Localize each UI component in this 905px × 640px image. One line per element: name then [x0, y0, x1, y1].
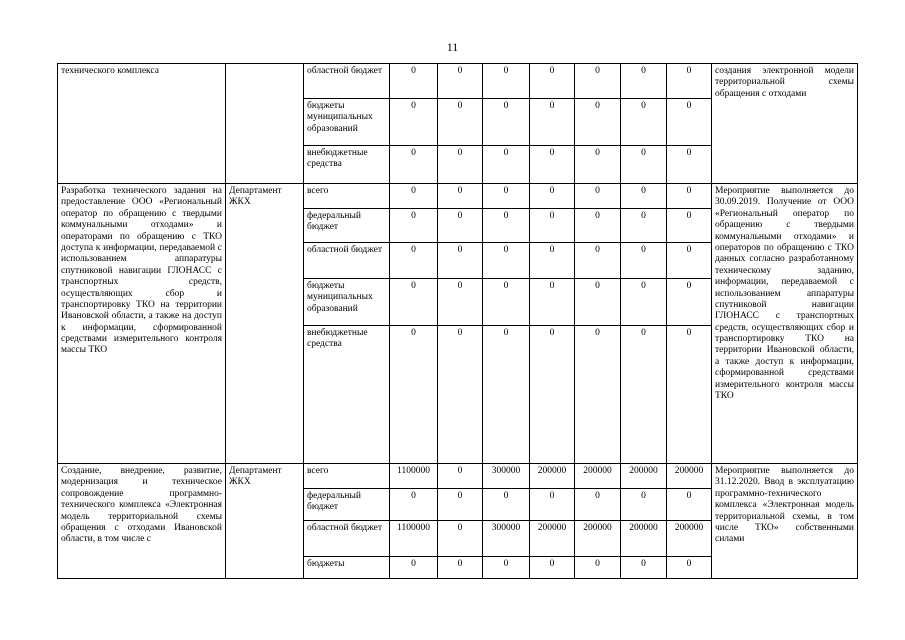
executor-cell: [226, 64, 304, 184]
amount-cell: 0: [483, 489, 530, 521]
amount-cell: 0: [530, 146, 575, 184]
amount-cell: 0: [390, 243, 438, 279]
amount-cell: 0: [390, 184, 438, 209]
amount-cell: 0: [575, 64, 621, 99]
amount-cell: 0: [575, 209, 621, 243]
funding-source: федеральный бюджет: [304, 209, 390, 243]
expected-result: Мероприятие выполняется до 31.12.2020. Ввод в эксплуатацию программно-технического комплекса «Электронная модель территориальной схемы, в том числе ТКО» собственными силами: [712, 464, 858, 579]
amount-cell: 0: [621, 243, 667, 279]
table-row: [58, 64, 858, 99]
amount-cell: 0: [483, 557, 530, 579]
amount-cell: 0: [621, 99, 667, 146]
amount-cell: 0: [438, 279, 483, 326]
amount-cell: 0: [438, 184, 483, 209]
amount-cell: 0: [575, 146, 621, 184]
table-row: [58, 184, 858, 209]
amount-cell: 0: [530, 99, 575, 146]
funding-source: бюджеты муниципальных образований: [304, 99, 390, 146]
amount-cell: 0: [483, 209, 530, 243]
amount-cell: 300000: [483, 521, 530, 557]
amount-cell: 0: [530, 184, 575, 209]
amount-cell: 0: [667, 64, 712, 99]
amount-cell: 200000: [530, 464, 575, 489]
amount-cell: 0: [438, 209, 483, 243]
amount-cell: 0: [530, 557, 575, 579]
amount-cell: 0: [621, 489, 667, 521]
program-measures-table: [57, 63, 858, 579]
amount-cell: 0: [667, 146, 712, 184]
amount-cell: 0: [438, 243, 483, 279]
funding-source: областной бюджет: [304, 243, 390, 279]
amount-cell: 0: [390, 557, 438, 579]
amount-cell: 0: [621, 326, 667, 464]
amount-cell: 200000: [575, 521, 621, 557]
amount-cell: 0: [438, 557, 483, 579]
funding-source: всего: [304, 464, 390, 489]
amount-cell: 0: [390, 489, 438, 521]
amount-cell: 0: [390, 99, 438, 146]
amount-cell: 0: [438, 521, 483, 557]
amount-cell: 0: [667, 99, 712, 146]
amount-cell: 0: [667, 489, 712, 521]
amount-cell: 0: [390, 279, 438, 326]
amount-cell: 0: [438, 64, 483, 99]
amount-cell: 0: [483, 243, 530, 279]
amount-cell: 0: [621, 184, 667, 209]
amount-cell: 200000: [530, 521, 575, 557]
amount-cell: 1100000: [390, 521, 438, 557]
amount-cell: 0: [390, 326, 438, 464]
measure-description: Создание, внедрение, развитие, модернизация и техническое сопровождение программно-технического комплекса «Электронная модель территориальной схемы обращения с отходами Ивановской области, в том числе с: [58, 464, 226, 579]
amount-cell: 0: [483, 326, 530, 464]
amount-cell: 0: [621, 557, 667, 579]
amount-cell: 0: [438, 99, 483, 146]
executor-cell: Департамент ЖКХ: [226, 464, 304, 579]
amount-cell: 0: [667, 326, 712, 464]
amount-cell: 0: [667, 279, 712, 326]
amount-cell: 0: [621, 279, 667, 326]
amount-cell: 200000: [621, 464, 667, 489]
amount-cell: 0: [575, 99, 621, 146]
amount-cell: 0: [483, 99, 530, 146]
amount-cell: 200000: [667, 464, 712, 489]
amount-cell: 0: [530, 326, 575, 464]
amount-cell: 0: [483, 279, 530, 326]
amount-cell: 0: [621, 64, 667, 99]
funding-source: всего: [304, 184, 390, 209]
amount-cell: 0: [390, 209, 438, 243]
amount-cell: 0: [438, 146, 483, 184]
amount-cell: 0: [621, 209, 667, 243]
expected-result: создания электронной модели территориальной схемы обращения с отходами: [712, 64, 858, 184]
amount-cell: 0: [575, 557, 621, 579]
amount-cell: 0: [575, 243, 621, 279]
page-number: 11: [446, 40, 459, 54]
measure-description: Разработка технического задания на предоставление ООО «Региональный оператор по обращению с твердыми коммунальными отходами» и операторами по обращению с ТКО доступа к информации, передаваемой с использованием аппаратуры спутниковой навигации ГЛОНАСС с транспортных средств, осуществляющих сбор и транспортировку ТКО на территории Ивановской области, а также на доступ к информации, сформированной средствами измерительного контроля массы ТКО: [58, 184, 226, 464]
amount-cell: 0: [667, 557, 712, 579]
funding-source: бюджеты муниципальных образований: [304, 279, 390, 326]
amount-cell: 0: [575, 279, 621, 326]
amount-cell: 0: [390, 146, 438, 184]
funding-source: внебюджетные средства: [304, 326, 390, 464]
amount-cell: 200000: [667, 521, 712, 557]
amount-cell: 200000: [621, 521, 667, 557]
amount-cell: 1100000: [390, 464, 438, 489]
executor-cell: Департамент ЖКХ: [226, 184, 304, 464]
funding-source: бюджеты: [304, 557, 390, 579]
amount-cell: 0: [575, 326, 621, 464]
funding-source: федеральный бюджет: [304, 489, 390, 521]
amount-cell: 0: [530, 243, 575, 279]
amount-cell: 0: [621, 146, 667, 184]
amount-cell: 0: [438, 326, 483, 464]
amount-cell: 0: [575, 489, 621, 521]
amount-cell: 0: [390, 64, 438, 99]
amount-cell: 0: [530, 64, 575, 99]
amount-cell: 0: [438, 489, 483, 521]
expected-result: Мероприятие выполняется до 30.09.2019. Получение от ООО «Региональный оператор по обращению с твердыми коммунальными отходами» и операторов по обращению с ТКО данных согласно разработанному техническому заданию, информации, передаваемой с использованием аппаратуры спутниковой навигации ГЛОНАСС с транспортных средств, осуществляющих сбор и транспортировку ТКО на территории Ивановской области, а также доступ к информации, сформированной средствами измерительного контроля массы ТКО: [712, 184, 858, 464]
amount-cell: 0: [483, 184, 530, 209]
amount-cell: 0: [483, 64, 530, 99]
funding-source: внебюджетные средства: [304, 146, 390, 184]
amount-cell: 0: [667, 209, 712, 243]
measure-description: технического комплекса: [58, 64, 226, 184]
funding-source: областной бюджет: [304, 521, 390, 557]
amount-cell: 0: [667, 243, 712, 279]
funding-source: областной бюджет: [304, 64, 390, 99]
amount-cell: 0: [530, 489, 575, 521]
amount-cell: 300000: [483, 464, 530, 489]
amount-cell: 0: [575, 184, 621, 209]
amount-cell: 0: [530, 209, 575, 243]
amount-cell: 0: [530, 279, 575, 326]
amount-cell: 0: [483, 146, 530, 184]
amount-cell: 200000: [575, 464, 621, 489]
table-row: [58, 464, 858, 489]
amount-cell: 0: [667, 184, 712, 209]
amount-cell: 0: [438, 464, 483, 489]
